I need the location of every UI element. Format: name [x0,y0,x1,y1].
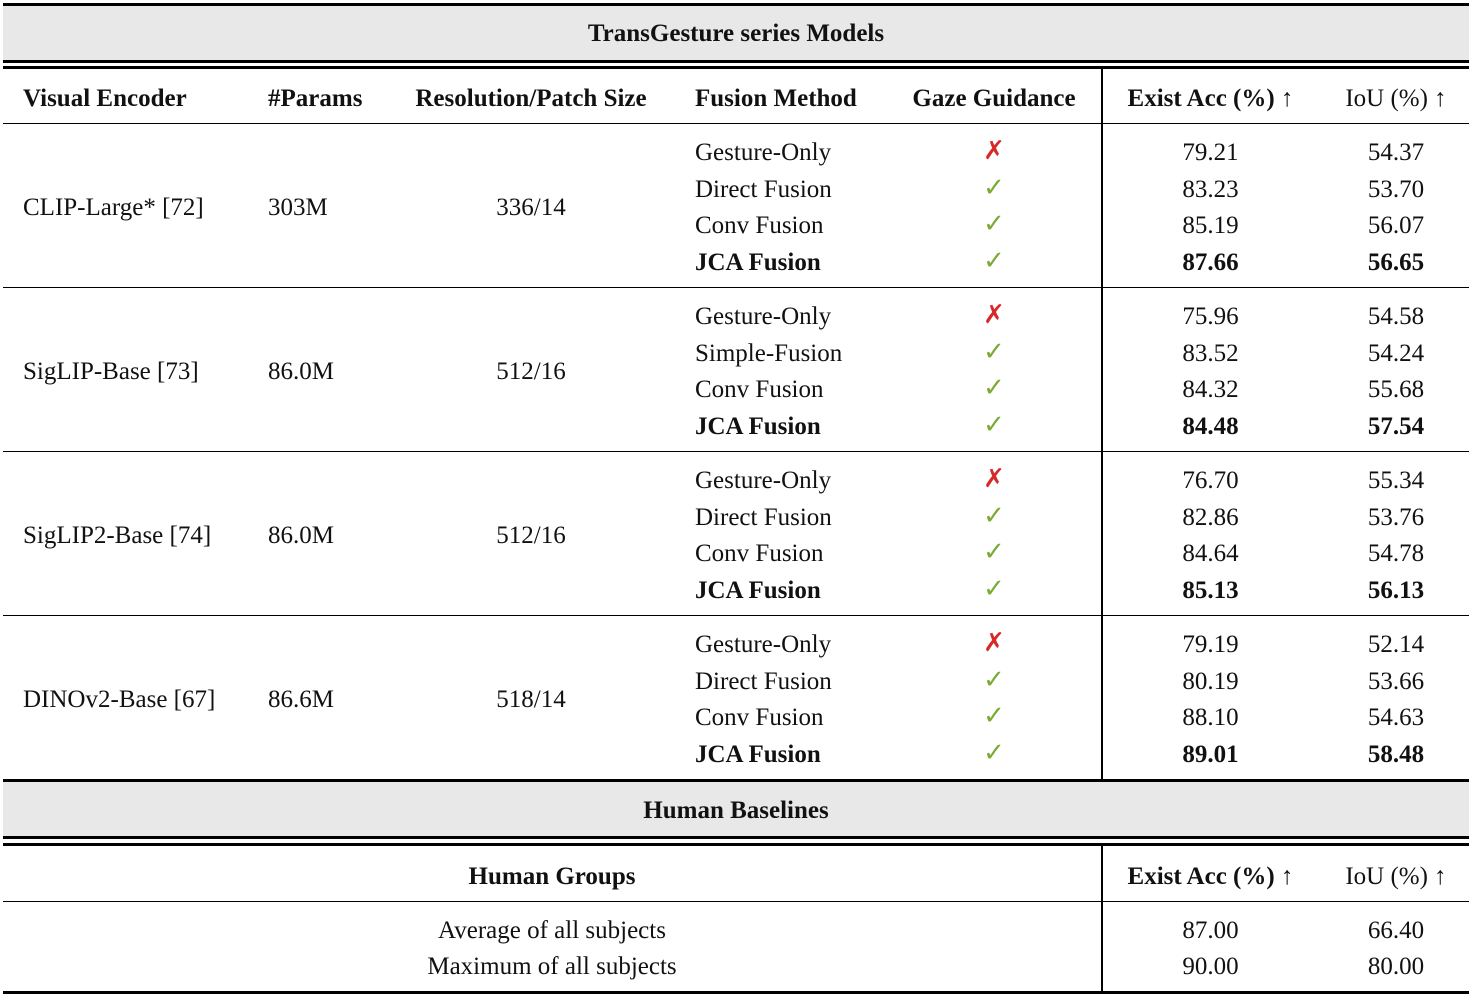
col-header-iou: IoU (%) ↑ [1345,85,1447,112]
resolution-cell: 512/16 [496,522,566,549]
group-separator [3,615,1469,616]
models-title-rule-1 [3,60,1469,63]
fusion-method-cell: Gesture-Only [695,467,832,494]
exist-acc-cell: 87.66 [1182,249,1239,276]
human-column-divider [1101,846,1103,991]
fusion-method-cell: Gesture-Only [695,303,832,330]
iou-cell: 54.37 [1367,139,1425,166]
fusion-method-cell: JCA Fusion [695,249,821,276]
human-header-rule [3,901,1469,902]
exist-acc-cell: 84.32 [1182,376,1239,403]
iou-cell: 54.24 [1367,340,1425,367]
fusion-method-cell: Gesture-Only [695,631,832,658]
fusion-method-cell: Conv Fusion [695,704,824,731]
human-row-acc: 90.00 [1182,953,1239,980]
iou-cell: 54.63 [1367,704,1425,731]
fusion-method-cell: Conv Fusion [695,540,824,567]
exist-acc-cell: 83.52 [1182,340,1239,367]
params-cell: 86.0M [268,358,334,385]
exist-acc-cell: 79.19 [1182,631,1239,658]
fusion-method-cell: JCA Fusion [695,741,821,768]
group-separator [3,287,1469,288]
fusion-method-cell: Simple-Fusion [695,340,843,367]
check-icon: ✓ [983,501,1005,531]
iou-cell: 55.68 [1367,376,1425,403]
col-header-gaze-guidance: Gaze Guidance [912,85,1076,112]
check-icon: ✓ [983,738,1005,768]
exist-acc-cell: 79.21 [1182,139,1239,166]
exist-acc-cell: 84.48 [1182,413,1239,440]
visual-encoder-cell: CLIP-Large* [72] [23,194,204,221]
fusion-method-cell: Conv Fusion [695,212,824,239]
params-cell: 86.0M [268,522,334,549]
exist-acc-cell: 82.86 [1182,504,1239,531]
exist-acc-cell: 83.23 [1182,176,1239,203]
col-header-visual-encoder: Visual Encoder [23,85,187,112]
iou-cell: 58.48 [1367,741,1425,768]
params-cell: 303M [268,194,328,221]
iou-cell: 54.78 [1367,540,1425,567]
cross-icon: ✗ [983,464,1005,494]
iou-cell: 56.13 [1367,577,1425,604]
check-icon: ✓ [983,410,1005,440]
fusion-method-cell: Direct Fusion [695,504,832,531]
iou-cell: 54.58 [1367,303,1425,330]
iou-cell: 55.34 [1367,467,1425,494]
check-icon: ✓ [983,337,1005,367]
col-header-exist-acc: Exist Acc (%) ↑ [1127,85,1294,112]
models-column-divider [1101,69,1103,779]
check-icon: ✓ [983,173,1005,203]
resolution-cell: 518/14 [496,686,566,713]
fusion-method-cell: Gesture-Only [695,139,832,166]
iou-cell: 56.65 [1367,249,1425,276]
iou-cell: 53.70 [1367,176,1425,203]
fusion-method-cell: JCA Fusion [695,413,821,440]
iou-cell: 52.14 [1367,631,1425,658]
check-icon: ✓ [983,574,1005,604]
bottom-rule [3,991,1469,994]
resolution-cell: 336/14 [496,194,566,221]
exist-acc-cell: 85.13 [1182,577,1239,604]
exist-acc-cell: 85.19 [1182,212,1239,239]
visual-encoder-cell: SigLIP-Base [73] [23,358,199,385]
visual-encoder-cell: DINOv2-Base [67] [23,686,216,713]
human-row-group: Average of all subjects [438,917,666,944]
models-section-title: TransGesture series Models [587,20,885,47]
check-icon: ✓ [983,665,1005,695]
resolution-cell: 512/16 [496,358,566,385]
human-header-exist-acc: Exist Acc (%) ↑ [1127,863,1294,890]
fusion-method-cell: Direct Fusion [695,668,832,695]
visual-encoder-cell: SigLIP2-Base [74] [23,522,212,549]
human-header-groups: Human Groups [468,863,636,890]
header-rule [3,123,1469,124]
col-header-fusion-method: Fusion Method [695,85,857,112]
col-header-resolution: Resolution/Patch Size [415,85,647,112]
col-header-params: #Params [268,85,363,112]
fusion-method-cell: JCA Fusion [695,577,821,604]
human-title-rule-1 [3,836,1469,839]
check-icon: ✓ [983,209,1005,239]
exist-acc-cell: 80.19 [1182,668,1239,695]
models-title-rule-2 [3,66,1469,69]
fusion-method-cell: Direct Fusion [695,176,832,203]
human-row-group: Maximum of all subjects [427,953,677,980]
human-row-iou: 80.00 [1367,953,1425,980]
exist-acc-cell: 76.70 [1182,467,1239,494]
params-cell: 86.6M [268,686,334,713]
exist-acc-cell: 84.64 [1182,540,1239,567]
exist-acc-cell: 88.10 [1182,704,1239,731]
iou-cell: 56.07 [1367,212,1425,239]
exist-acc-cell: 89.01 [1182,741,1239,768]
human-header-iou: IoU (%) ↑ [1345,863,1447,890]
human-row-acc: 87.00 [1182,917,1239,944]
iou-cell: 57.54 [1367,413,1425,440]
group-separator [3,451,1469,452]
fusion-method-cell: Conv Fusion [695,376,824,403]
human-title-rule-2 [3,843,1469,846]
cross-icon: ✗ [983,628,1005,658]
iou-cell: 53.76 [1367,504,1425,531]
check-icon: ✓ [983,537,1005,567]
check-icon: ✓ [983,373,1005,403]
cross-icon: ✗ [983,300,1005,330]
cross-icon: ✗ [983,136,1005,166]
exist-acc-cell: 75.96 [1182,303,1239,330]
human-section-title: Human Baselines [643,797,829,824]
check-icon: ✓ [983,246,1005,276]
iou-cell: 53.66 [1367,668,1425,695]
human-row-iou: 66.40 [1367,917,1425,944]
check-icon: ✓ [983,701,1005,731]
